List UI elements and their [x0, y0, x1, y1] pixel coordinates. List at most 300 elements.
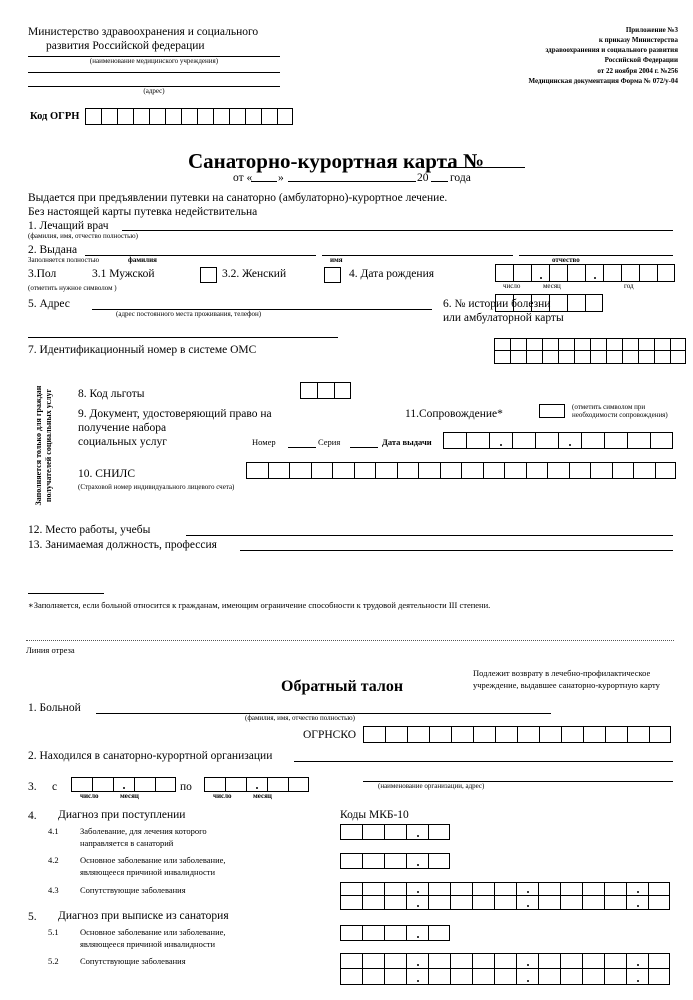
form-cell[interactable]: [604, 953, 626, 969]
form-cell[interactable]: [450, 882, 472, 896]
item5-label: 5. Адрес: [28, 298, 70, 310]
form-cell[interactable]: [567, 264, 585, 282]
form-cell[interactable]: [670, 351, 686, 364]
item1-field[interactable]: [122, 230, 673, 231]
form-cell[interactable]: [362, 925, 384, 941]
gender-female-checkbox[interactable]: [324, 267, 341, 283]
form-cell[interactable]: [648, 882, 670, 896]
separator-dot-icon: [527, 891, 529, 893]
form-cell[interactable]: [117, 108, 133, 125]
item4-label: 4. Дата рождения: [349, 268, 435, 280]
form-cell[interactable]: [549, 294, 567, 312]
form-cell[interactable]: [539, 726, 561, 743]
form-cell[interactable]: [340, 969, 362, 985]
form-cell[interactable]: [384, 896, 406, 910]
form-cell[interactable]: [440, 462, 462, 479]
form-cell[interactable]: [362, 882, 384, 896]
form-cell[interactable]: [418, 462, 440, 479]
form-cell[interactable]: [650, 432, 673, 449]
form-cell[interactable]: [246, 462, 268, 479]
form-cell-separator: [626, 953, 648, 969]
form-cell[interactable]: [149, 108, 165, 125]
form-cell[interactable]: [407, 726, 429, 743]
item13-field[interactable]: [240, 550, 673, 551]
item1-label: 1. Лечащий врач: [28, 220, 109, 232]
form-cell-separator: [406, 969, 428, 985]
form-cell[interactable]: [340, 953, 362, 969]
form-cell[interactable]: [622, 351, 638, 364]
form-cell[interactable]: [538, 882, 560, 896]
coupon-item4-2-line-2: являющееся причиной инвалидности: [80, 867, 216, 877]
form-cell[interactable]: [627, 726, 649, 743]
dob-boxes[interactable]: [495, 264, 675, 282]
form-cell[interactable]: [362, 969, 384, 985]
separator-dot-icon: [527, 964, 529, 966]
separator-dot-icon: [527, 905, 529, 907]
form-cell[interactable]: [670, 338, 686, 351]
item2-patronymic-field[interactable]: [519, 255, 673, 256]
ogrnsko-boxes[interactable]: [363, 726, 671, 743]
item9-series-field[interactable]: [350, 447, 378, 448]
form-cell-separator: [406, 824, 428, 840]
form-cell[interactable]: [311, 462, 333, 479]
form-cell[interactable]: [510, 351, 526, 364]
form-cell[interactable]: [288, 777, 309, 792]
period-to-boxes[interactable]: [204, 777, 309, 792]
form-cell[interactable]: [443, 432, 466, 449]
form-cell[interactable]: [648, 896, 670, 910]
form-cell[interactable]: [300, 382, 317, 399]
item6-line-1: 6. № истории болезни: [443, 298, 551, 310]
cut-line-label: Линия отреза: [26, 645, 75, 655]
item7-top-rule: [28, 337, 338, 338]
form-cell[interactable]: [340, 824, 362, 840]
form-cell[interactable]: [451, 726, 473, 743]
form-cell[interactable]: [384, 925, 406, 941]
form-cell[interactable]: [472, 953, 494, 969]
separator-dot-icon: [637, 891, 639, 893]
form-cell[interactable]: [133, 108, 149, 125]
form-cell[interactable]: [362, 896, 384, 910]
form-cell[interactable]: [494, 338, 510, 351]
footnote: ∗Заполняется, если больной относится к гражданам, имеющим ограничение способности к трудовой деятельности III степени.: [28, 600, 491, 610]
separator-dot-icon: [256, 787, 258, 789]
issue-note-2: Без настоящей карты путевка недействительна: [28, 206, 258, 218]
form-cell[interactable]: [363, 726, 385, 743]
form-cell[interactable]: [213, 108, 229, 125]
form-cell[interactable]: [531, 294, 549, 312]
page-title: Санаторно-курортная карта №: [188, 149, 485, 173]
form-cell[interactable]: [638, 338, 654, 351]
form-cell[interactable]: [517, 726, 539, 743]
form-cell-separator: [626, 896, 648, 910]
form-cell[interactable]: [582, 896, 604, 910]
item3-female-label: 3.2. Женский: [222, 268, 287, 280]
form-cell[interactable]: [494, 969, 516, 985]
form-cell[interactable]: [155, 777, 176, 792]
form-cell[interactable]: [71, 777, 92, 792]
form-cell-row[interactable]: [340, 953, 670, 969]
item12-field[interactable]: [186, 535, 673, 536]
form-cell[interactable]: [450, 969, 472, 985]
coupon-item5-1-line-1: Основное заболевание или заболевание,: [80, 927, 226, 937]
form-cell[interactable]: [101, 108, 117, 125]
col-patronymic-caption: отчество: [552, 256, 580, 264]
form-cell-separator: [406, 896, 428, 910]
icd-label: Коды МКБ-10: [340, 809, 409, 821]
form-cell[interactable]: [466, 432, 489, 449]
form-cell-separator: [406, 853, 428, 869]
form-cell-separator: [406, 882, 428, 896]
form-cell[interactable]: [384, 969, 406, 985]
form-cell[interactable]: [385, 726, 407, 743]
ogrnsko-label: ОГРНСКО: [303, 729, 357, 741]
form-cell[interactable]: [428, 969, 450, 985]
form-cell[interactable]: [495, 264, 513, 282]
form-cell[interactable]: [261, 108, 277, 125]
snils-boxes[interactable]: [246, 462, 676, 479]
form-cell[interactable]: [526, 351, 542, 364]
form-cell[interactable]: [384, 853, 406, 869]
form-cell[interactable]: [428, 882, 450, 896]
separator-dot-icon: [417, 964, 419, 966]
form-cell[interactable]: [428, 925, 450, 941]
form-cell[interactable]: [654, 351, 670, 364]
dob-day-caption: число: [503, 282, 521, 290]
document-issue-date-boxes[interactable]: [443, 432, 673, 449]
period-to-day-caption: число: [213, 792, 232, 800]
form-cell[interactable]: [362, 824, 384, 840]
form-cell[interactable]: [560, 882, 582, 896]
form-cell[interactable]: [621, 264, 639, 282]
form-cell[interactable]: [181, 108, 197, 125]
form-cell[interactable]: [638, 351, 654, 364]
form-cell[interactable]: [494, 953, 516, 969]
coupon-item2-caption: (наименование организации, адрес): [378, 782, 485, 790]
form-cell[interactable]: [561, 726, 583, 743]
item13-label: 13. Занимаемая должность, профессия: [28, 539, 217, 551]
form-cell[interactable]: [340, 853, 362, 869]
form-cell[interactable]: [494, 351, 510, 364]
item2-surname-field[interactable]: [85, 255, 316, 256]
item9-number-field[interactable]: [288, 447, 316, 448]
form-cell[interactable]: [574, 338, 590, 351]
form-cell[interactable]: [655, 462, 677, 479]
form-cell[interactable]: [510, 338, 526, 351]
separator-dot-icon: [594, 277, 596, 279]
form-cell-row[interactable]: [340, 969, 670, 985]
date-year-suffix: года: [450, 172, 471, 184]
icd-code-5-2-boxes[interactable]: [340, 953, 670, 985]
institution-caption: (наименование медицинского учреждения): [89, 57, 219, 65]
separator-dot-icon: [540, 277, 542, 279]
separator-dot-icon: [417, 905, 419, 907]
appendix-line-5: Медицинская документация Форма № 072/у-04: [528, 76, 678, 85]
item9-series-label: Серия: [318, 437, 341, 447]
form-cell[interactable]: [560, 896, 582, 910]
ministry-line-2: развития Российской федерации: [46, 40, 205, 52]
form-cell[interactable]: [538, 969, 560, 985]
form-cell[interactable]: [317, 382, 334, 399]
col-name-caption: имя: [330, 256, 343, 264]
separator-dot-icon: [417, 891, 419, 893]
date-day-rule: [251, 181, 277, 182]
form-cell[interactable]: [225, 777, 246, 792]
cut-line: [26, 640, 674, 641]
coupon-item1-caption: (фамилия, имя, отчество полностью): [245, 714, 355, 722]
form-cell[interactable]: [535, 432, 558, 449]
coupon-item4-label: Диагноз при поступлении: [58, 809, 186, 821]
form-cell[interactable]: [654, 338, 670, 351]
form-cell[interactable]: [567, 294, 585, 312]
coupon-item2-label: 2. Находился в санаторно-курортной организации: [28, 750, 273, 762]
form-cell[interactable]: [229, 108, 245, 125]
form-cell[interactable]: [606, 351, 622, 364]
form-cell[interactable]: [604, 882, 626, 896]
coupon-item2-field-1[interactable]: [294, 761, 673, 762]
form-cell[interactable]: [494, 882, 516, 896]
form-cell[interactable]: [494, 896, 516, 910]
form-cell[interactable]: [526, 462, 548, 479]
form-cell[interactable]: [472, 882, 494, 896]
form-cell[interactable]: [197, 108, 213, 125]
dob-month-caption: месяц: [543, 282, 561, 290]
form-cell[interactable]: [549, 264, 567, 282]
form-cell[interactable]: [397, 462, 419, 479]
icd-code-4-3-boxes[interactable]: [340, 882, 670, 910]
coupon-item4-1-number: 4.1: [48, 826, 59, 836]
form-cell[interactable]: [585, 294, 603, 312]
vertical-note: Заполняется только для граждан получателей социальных услуг: [34, 385, 53, 506]
form-cell[interactable]: [428, 853, 450, 869]
item6-line-2: или амбулаторной карты: [443, 312, 564, 324]
form-cell[interactable]: [612, 462, 634, 479]
form-cell[interactable]: [428, 896, 450, 910]
separator-dot-icon: [637, 980, 639, 982]
benefit-code-boxes[interactable]: [300, 382, 351, 399]
item11-label: 11.Сопровождение*: [405, 408, 503, 420]
form-cell-row[interactable]: [494, 338, 686, 351]
form-cell[interactable]: [134, 777, 155, 792]
date-prefix: от «: [233, 172, 253, 184]
form-cell[interactable]: [582, 882, 604, 896]
icd-code-4-2-boxes[interactable]: [340, 853, 450, 869]
form-cell[interactable]: [560, 953, 582, 969]
appendix-line-0: Приложение №3: [625, 26, 678, 34]
item9-line-2: получение набора: [78, 422, 167, 434]
form-cell-separator: [406, 925, 428, 941]
separator-dot-icon: [569, 444, 571, 446]
escort-checkbox[interactable]: [539, 404, 565, 418]
form-cell[interactable]: [428, 953, 450, 969]
ogrn-label: Код ОГРН: [30, 111, 80, 122]
form-cell[interactable]: [461, 462, 483, 479]
coupon-item4-1-line-2: направляется в санаторий: [80, 838, 174, 848]
form-cell[interactable]: [558, 351, 574, 364]
separator-dot-icon: [527, 980, 529, 982]
form-cell[interactable]: [513, 264, 531, 282]
form-cell[interactable]: [542, 338, 558, 351]
form-cell[interactable]: [627, 432, 650, 449]
form-cell[interactable]: [513, 294, 531, 312]
date-month-rule: [288, 181, 416, 182]
item8-label: 8. Код льготы: [78, 388, 145, 400]
form-cell[interactable]: [590, 351, 606, 364]
separator-dot-icon: [417, 864, 419, 866]
form-cell[interactable]: [582, 953, 604, 969]
coupon-item4-3-number: 4.3: [48, 885, 59, 895]
form-cell[interactable]: [204, 777, 225, 792]
form-cell[interactable]: [538, 896, 560, 910]
form-cell-separator: [489, 432, 512, 449]
form-cell-separator: [516, 953, 538, 969]
form-cell[interactable]: [332, 462, 354, 479]
form-cell[interactable]: [512, 432, 535, 449]
form-cell[interactable]: [354, 462, 376, 479]
form-cell[interactable]: [603, 264, 621, 282]
form-cell[interactable]: [384, 953, 406, 969]
form-cell[interactable]: [648, 953, 670, 969]
form-cell[interactable]: [268, 462, 290, 479]
coupon-item4-2-number: 4.2: [48, 855, 59, 865]
coupon-item5-1-line-2: являющееся причиной инвалидности: [80, 939, 216, 949]
form-cell[interactable]: [648, 969, 670, 985]
form-cell[interactable]: [362, 853, 384, 869]
form-cell[interactable]: [334, 382, 351, 399]
form-cell[interactable]: [657, 264, 675, 282]
form-cell[interactable]: [604, 969, 626, 985]
form-cell[interactable]: [472, 896, 494, 910]
coupon-item5-1-number: 5.1: [48, 927, 59, 937]
icd-code-4-1-boxes[interactable]: [340, 824, 450, 840]
icd-code-5-1-boxes[interactable]: [340, 925, 450, 941]
separator-dot-icon: [123, 787, 125, 789]
oms-id-boxes[interactable]: [494, 338, 686, 364]
form-cell[interactable]: [267, 777, 288, 792]
form-cell[interactable]: [92, 777, 113, 792]
form-cell[interactable]: [340, 882, 362, 896]
appendix-line-1: к приказу Министерства: [598, 36, 678, 45]
form-cell[interactable]: [604, 432, 627, 449]
item11-note-1: (отметить символом при: [572, 403, 646, 411]
form-cell[interactable]: [384, 824, 406, 840]
form-cell[interactable]: [582, 969, 604, 985]
item9-number-label: Номер: [252, 437, 276, 447]
form-cell[interactable]: [569, 462, 591, 479]
address-caption: (адрес): [143, 87, 165, 95]
date-quote-close: »: [278, 172, 284, 184]
date-year: 20: [417, 172, 429, 184]
form-cell[interactable]: [384, 882, 406, 896]
form-cell[interactable]: [581, 432, 604, 449]
form-cell[interactable]: [542, 351, 558, 364]
appendix-block: [420, 25, 678, 86]
separator-dot-icon: [417, 936, 419, 938]
gender-male-checkbox[interactable]: [200, 267, 217, 283]
item1-caption: (фамилия, имя, отчество полностью): [28, 232, 138, 240]
separator-dot-icon: [417, 980, 419, 982]
form-cell[interactable]: [547, 462, 569, 479]
form-cell[interactable]: [483, 462, 505, 479]
item10-caption: (Страховой номер индивидуального лицевого счета): [78, 483, 235, 491]
form-cell[interactable]: [277, 108, 293, 125]
form-cell[interactable]: [429, 726, 451, 743]
form-cell[interactable]: [504, 462, 526, 479]
appendix-line-3: Российской Федерации: [604, 56, 678, 65]
item3-male-label: 3.1 Мужской: [92, 268, 155, 280]
form-cell[interactable]: [340, 896, 362, 910]
form-cell[interactable]: [583, 726, 605, 743]
period-from-day-caption: число: [80, 792, 99, 800]
form-cell[interactable]: [560, 969, 582, 985]
form-cell[interactable]: [450, 953, 472, 969]
form-cell[interactable]: [590, 462, 612, 479]
separator-dot-icon: [500, 444, 502, 446]
item2-name-field[interactable]: [322, 255, 513, 256]
form-cell[interactable]: [606, 338, 622, 351]
form-cell[interactable]: [526, 338, 542, 351]
form-cell[interactable]: [590, 338, 606, 351]
item9-date-label: Дата выдачи: [382, 437, 432, 447]
form-cell[interactable]: [340, 925, 362, 941]
form-cell[interactable]: [574, 351, 590, 364]
separator-dot-icon: [417, 835, 419, 837]
form-cell[interactable]: [558, 338, 574, 351]
date-year-rule: [431, 181, 448, 182]
return-note-2: учреждение, выдавшее санаторно-курортную карту: [473, 680, 660, 690]
item10-label: 10. СНИЛС: [78, 468, 136, 480]
item5-caption: (адрес постоянного места проживания, телефон): [116, 310, 262, 318]
return-note-1: Подлежит возврату в лечебно-профилактическое: [473, 668, 651, 678]
form-cell[interactable]: [622, 338, 638, 351]
form-cell[interactable]: [495, 294, 513, 312]
coupon-item1-label: 1. Больной: [28, 702, 81, 714]
case-history-number-boxes[interactable]: [495, 294, 603, 312]
form-cell[interactable]: [85, 108, 101, 125]
form-cell[interactable]: [633, 462, 655, 479]
coupon-item3-number: 3.: [28, 781, 37, 793]
form-cell-row[interactable]: [494, 351, 686, 364]
coupon-item3-from-label: с: [52, 781, 58, 793]
coupon-item4-3-line-1: Сопутствующие заболевания: [80, 885, 186, 895]
form-cell[interactable]: [450, 896, 472, 910]
form-cell[interactable]: [375, 462, 397, 479]
form-cell-separator: [113, 777, 134, 792]
form-cell[interactable]: [649, 726, 671, 743]
coupon-item4-number: 4.: [28, 810, 37, 822]
form-cell[interactable]: [362, 953, 384, 969]
form-cell[interactable]: [473, 726, 495, 743]
period-from-boxes[interactable]: [71, 777, 176, 792]
form-cell[interactable]: [538, 953, 560, 969]
coupon-item5-2-number: 5.2: [48, 956, 59, 966]
item9-line-1: 9. Документ, удостоверяющий право на: [78, 408, 272, 420]
form-cell[interactable]: [428, 824, 450, 840]
form-cell[interactable]: [605, 726, 627, 743]
form-cell[interactable]: [245, 108, 261, 125]
form-cell[interactable]: [165, 108, 181, 125]
form-cell[interactable]: [495, 726, 517, 743]
form-cell[interactable]: [472, 969, 494, 985]
form-cell[interactable]: [289, 462, 311, 479]
form-cell[interactable]: [604, 896, 626, 910]
form-cell-row[interactable]: [340, 896, 670, 910]
item3-note: (отметить нужное символом ): [28, 284, 117, 292]
form-cell-separator: [406, 953, 428, 969]
form-cell-row[interactable]: [340, 882, 670, 896]
ogrn-code-boxes[interactable]: [85, 108, 293, 125]
form-cell[interactable]: [639, 264, 657, 282]
